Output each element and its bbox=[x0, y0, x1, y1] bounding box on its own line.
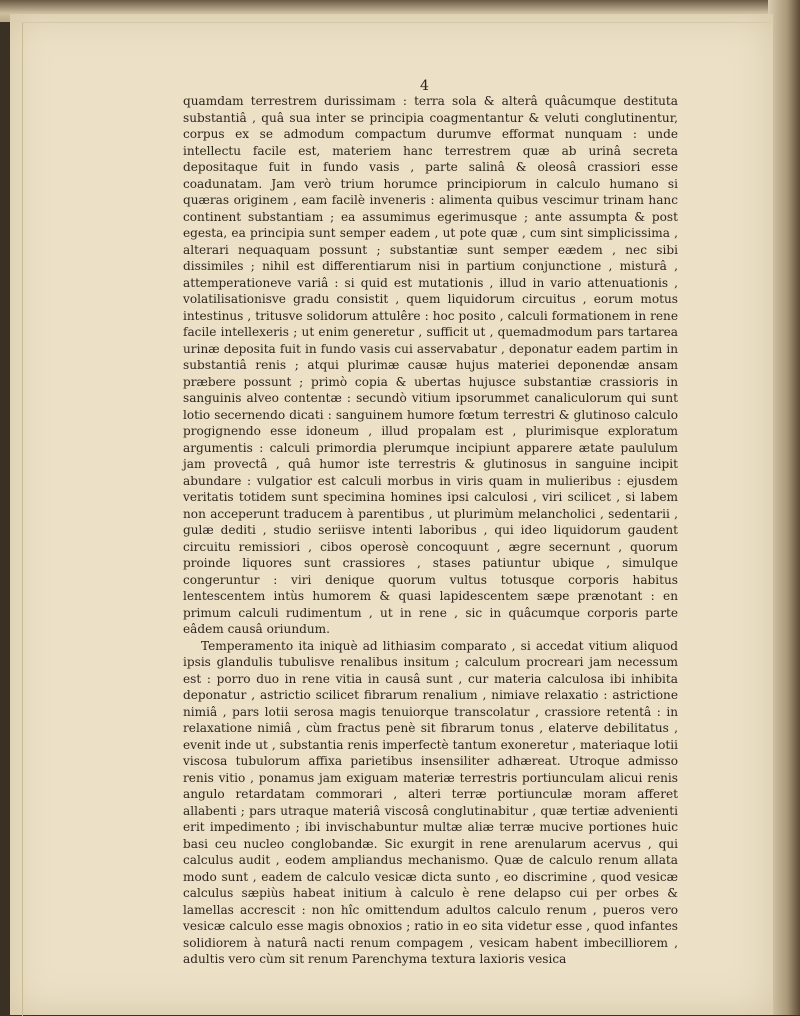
paragraph-1: quamdam terrestrem durissimam : terra sola & alterâ quâcumque destituta substantiâ , quâ sua inter se principia coagmentantur & veluti conglutinentur, corpus ex se admodum compactum durumve efformat nunquam : unde intellectu facile est, materiem hanc terrestrem quæ ab urinâ secreta depositaque fuit in fundo vasis , parte salinâ & oleosâ crassiori esse coadunatam. Jam verò trium horumce principiorum in calculo humano si quæras originem , eam facilè inveneris : alimenta quibus vescimur trinam hanc continent substantiam ; ea assumimus egerimusque ; ante assumpta & post egesta, ea principia sunt semper eadem , ut pote quæ , cum sint simplicissima , alterari nequaquam possunt ; substantiæ sunt semper eædem , nec sibi dissimiles ; nihil est differentiarum nisi in partium conjunctione , misturâ , attemperationeve variâ : si quid est mutationis , illud in vario attenuationis , volatilisationisve gradu consistit , quem liquidorum circuitus , eorum motus intestinus , tritusve solidorum attulêre : hoc posito , calculi formationem in rene facile intellexeris ; ut enim generetur , sufficit ut , quemadmodum pars tartarea urinæ deposita fuit in fundo vasis cui asservabatur , deponatur eadem partim in substantiâ renis ; atqui plurimæ causæ hujus materiei deponendæ ansam præbere possunt ; primò copia & ubertas hujusce substantiæ crassioris in sanguinis alveo contentæ : secundò vitium ipsorummet canaliculorum qui sunt lotio secernendo dicati : sanguinem humore fœtum terrestri & glutinoso calculo progignendo esse idoneum , illud propalam est , plurimisque exploratum argumentis : calculi primordia plerumque incipiunt apparere ætate paululum jam provectâ , quâ humor iste terrestris & glutinosus in sanguine incipit abundare : vulgatior est calculi morbus in viris quam in mulieribus : ejusdem veritatis totidem sunt specimina homines ipsi calculosi , viri scilicet , si labem non acceperunt traducem à parentibus , ut plurimùm melancholici , sedentarii , gulæ dediti , studio seriisve intenti laboribus , qui ideo liquidorum gaudent circuitu remissiori , cibos operosè concoquunt , ægre secernunt , quorum proinde liquores sunt crassiores , stases patiuntur ubique , simulque congeruntur : viri denique quorum vultus totusque corporis habitus lentescentem intùs humorem & quasi lapidescentem sæpe prænotant : en primum calculi rudimentum , ut in rene , sic in quâcumque corporis parte eâdem causâ oriundum. bbox=[183, 94, 678, 636]
page-number: 4 bbox=[420, 78, 429, 94]
paragraph-2: Temperamento ita iniquè ad lithiasim comparato , si accedat vitium aliquod ipsis glandulis tubulisve renalibus insitum ; calculum procreari jam necessum est : porro duo in rene vitia in causâ sunt , cur materia calculosa ibi inhibita deponatur , astrictio scilicet fibrarum renalium , nimiave relaxatio : astrictione nimiâ , pars lotii serosa magis tenuiorque transcolatur , crassiore retentâ : in relaxatione nimiâ , cùm fractus penè sit fibrarum tonus , elaterve debilitatus , evenit inde ut , substantia renis imperfectè tantum exoneretur , materiaque lotii viscosa tubulorum affixa parietibus insensiliter adhæreat. Utroque admisso renis vitio , ponamus jam exiguam materiæ terrestris portiunculam alicui renis angulo retardatam commorari , alteri terræ portiunculæ moram afferet allabenti ; pars utraque materiâ viscosâ conglutinabitur , quæ tertiæ advenienti erit impedimento ; ibi invischabuntur multæ aliæ terræ mucive portiones huic basi ceu nucleo conglobandæ. Sic exurgit in rene arenularum acervus , qui calculus audit , eodem ampliandus mechanismo. Quæ de calculo renum allata modo sunt , eadem de calculo vesicæ dicta sunto , eo discrimine , quod vesicæ calculus sæpiùs habeat initium à calculo è rene delapso cui per orbes & lamellas accrescit : non hîc omittendum adultos calculo renum , pueros vero vesicæ calculo esse magis obnoxios ; ratio in eo sita videtur esse , quod infantes solidiorem à naturâ nacti renum compagem , vesicam habent imbecilliorem , adultis vero cùm sit renum Parenchyma textura laxioris vesica bbox=[183, 638, 678, 966]
body-text bbox=[183, 93, 678, 968]
